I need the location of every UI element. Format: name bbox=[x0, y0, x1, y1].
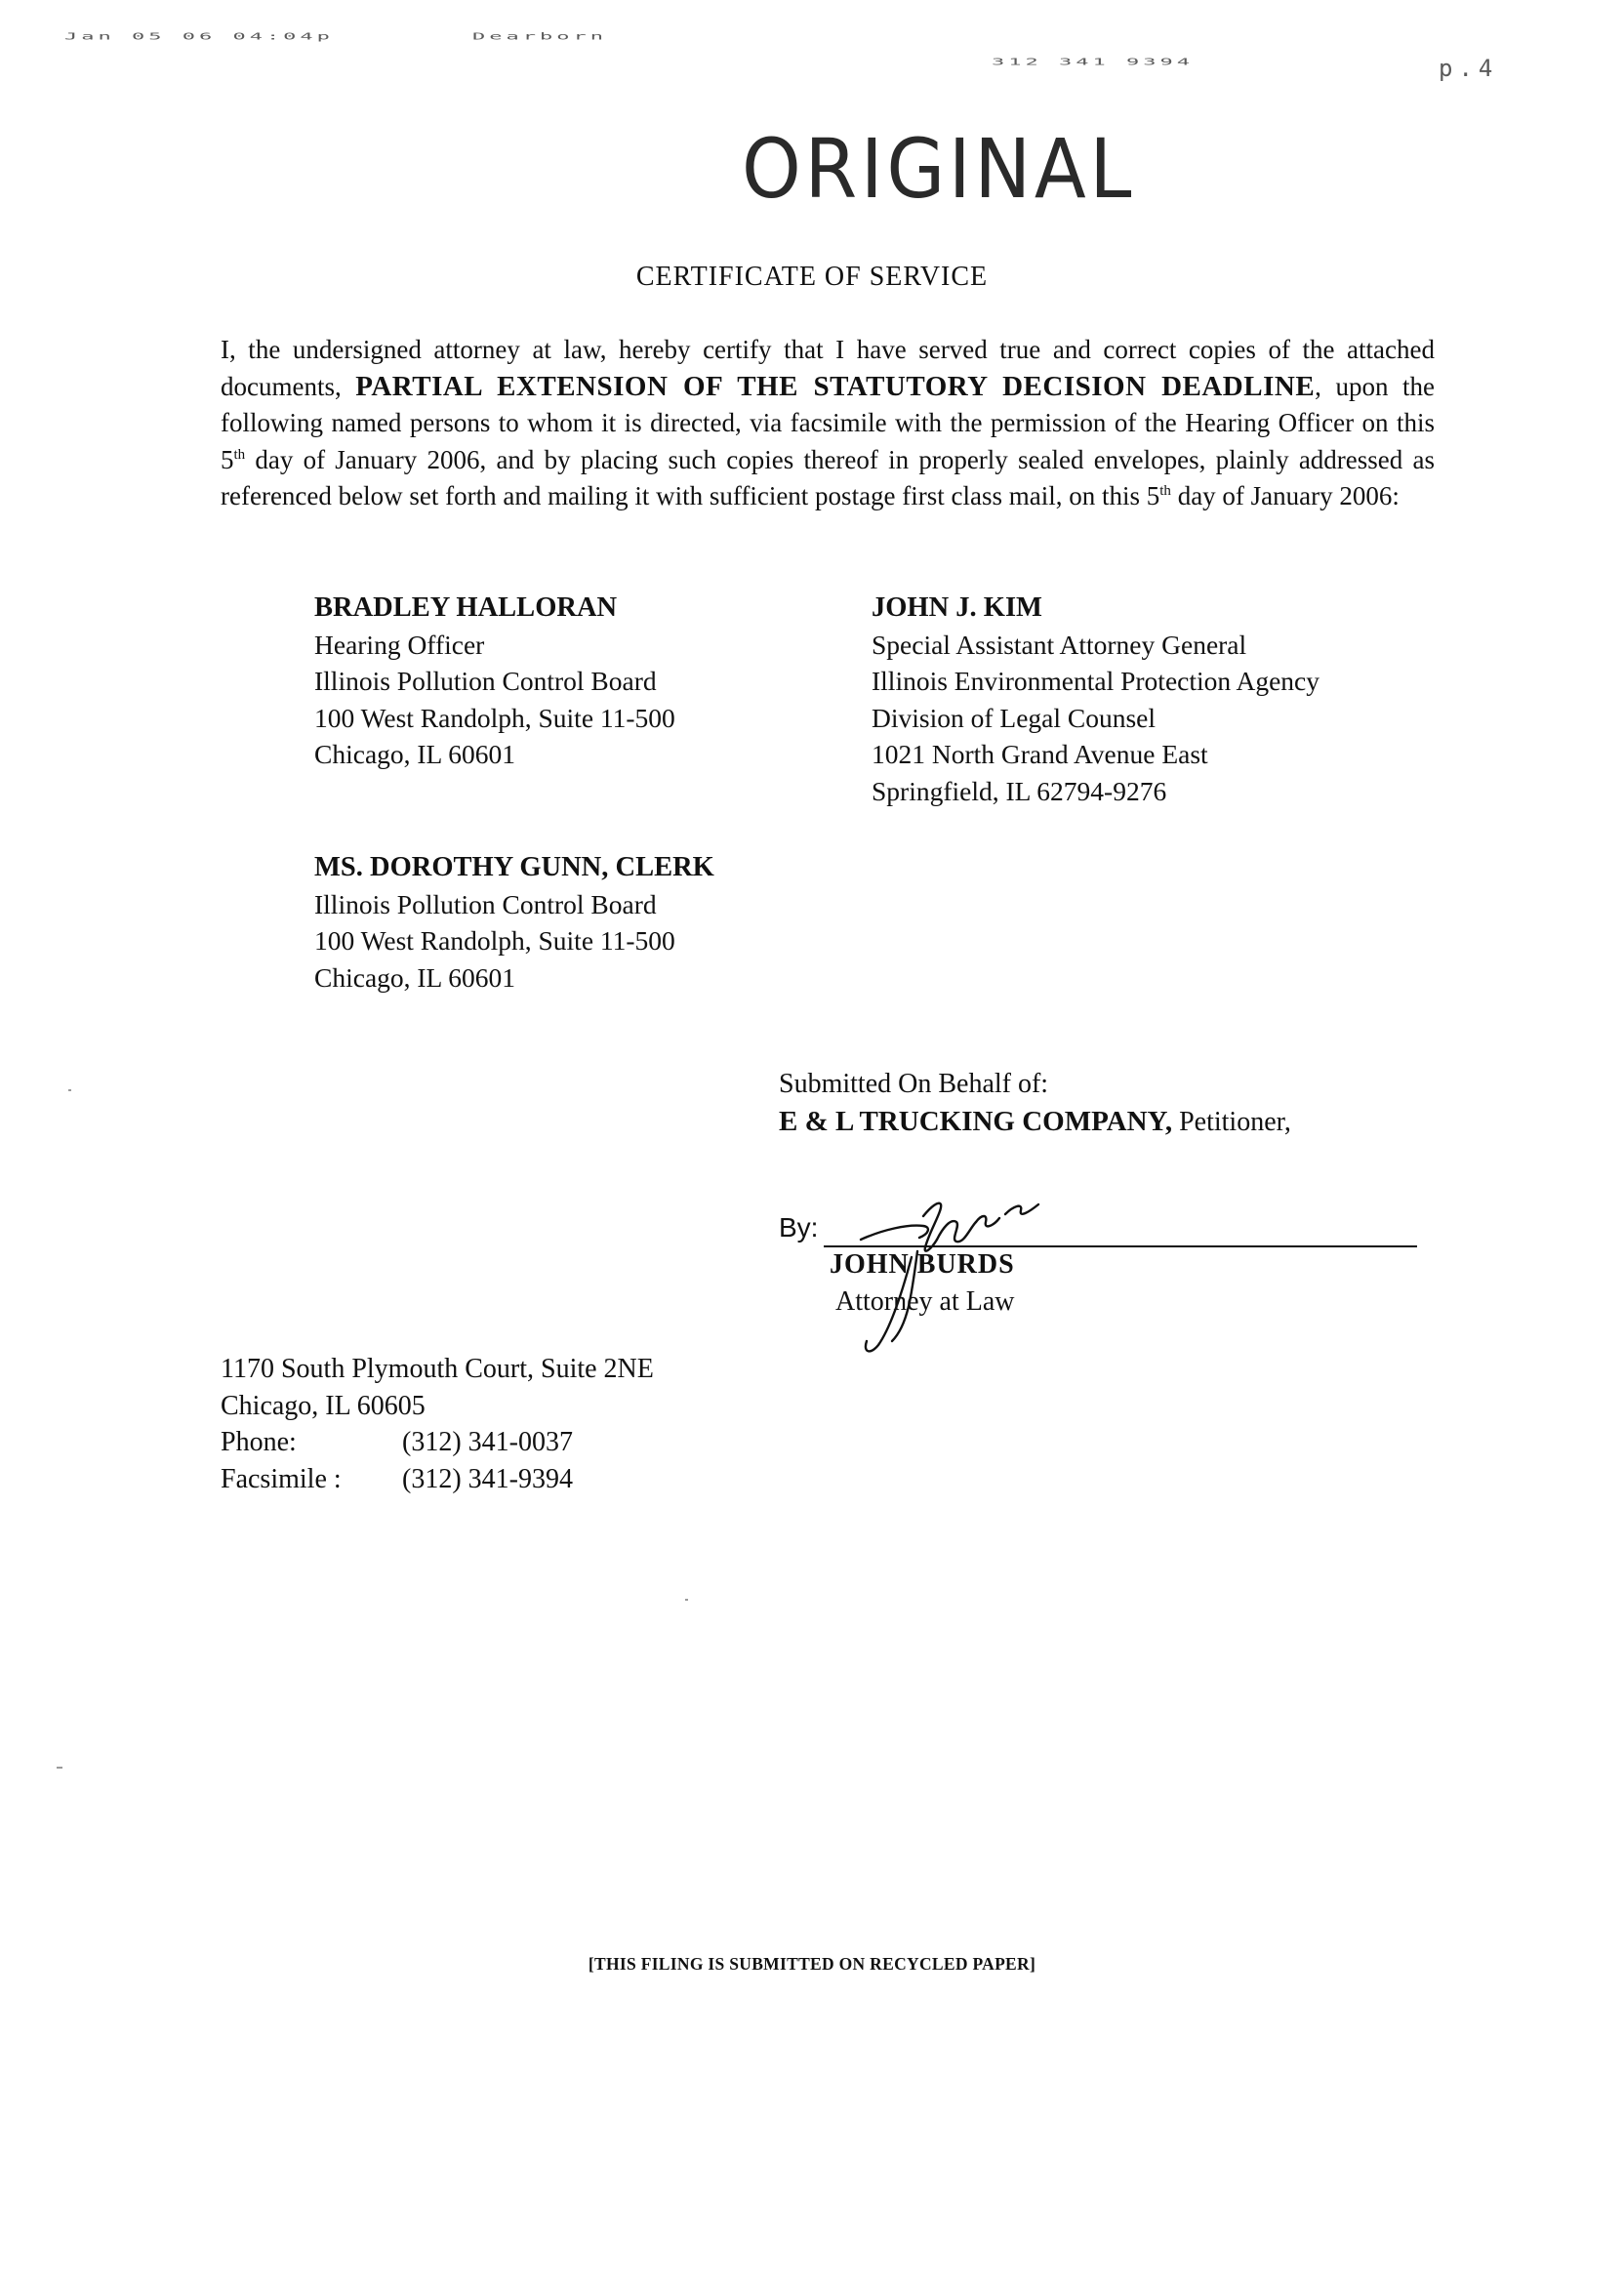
recipient-name: MS. DOROTHY GUNN, CLERK bbox=[314, 852, 714, 882]
certification-paragraph bbox=[221, 332, 1435, 515]
address-line: 1021 North Grand Avenue East bbox=[872, 739, 1208, 769]
fax-label: Facsimile : bbox=[221, 1463, 342, 1494]
address-line: Springfield, IL 62794-9276 bbox=[872, 775, 1167, 806]
document-name: PARTIAL EXTENSION OF THE STATUTORY DECISION DEADLINE bbox=[355, 370, 1316, 402]
address-line: 100 West Randolph, Suite 11-500 bbox=[314, 702, 675, 733]
petitioner-line bbox=[779, 1103, 1291, 1141]
address-line: Special Assistant Attorney General bbox=[872, 629, 1247, 660]
fax-location: Dearborn bbox=[472, 31, 607, 43]
petitioner-company: E & L TRUCKING COMPANY, bbox=[779, 1106, 1173, 1137]
contact-phone-row bbox=[221, 1424, 654, 1461]
address-line: Division of Legal Counsel bbox=[872, 702, 1157, 733]
scan-speck bbox=[68, 1089, 71, 1091]
phone-label: Phone: bbox=[221, 1427, 297, 1457]
scan-speck bbox=[685, 1599, 688, 1601]
phone-number: (312) 341-0037 bbox=[402, 1427, 573, 1457]
recipient-address-block bbox=[314, 849, 714, 996]
intro-text-3: day of January 2006, and by placing such copies thereof in properly sealed envelopes, plainly addressed as referenced below set forth and mailing it with sufficient postage first class mail, on this 5 bbox=[221, 444, 1435, 510]
signature-block bbox=[779, 1189, 1423, 1365]
address-line: Illinois Pollution Control Board bbox=[314, 666, 657, 696]
fax-sender-line: Jan 05 06 04:04p bbox=[64, 31, 334, 43]
by-label: By: bbox=[779, 1212, 819, 1243]
intro-text-1: I, the undersigned attorney at law, hereby certify that I have served true and correct copies of the attached documents, bbox=[221, 335, 1435, 401]
recycled-paper-footer: [THIS FILING IS SUBMITTED ON RECYCLED PAPER] bbox=[588, 1954, 1036, 1974]
fax-header bbox=[0, 18, 1624, 82]
intro-text-2: , upon the following named persons to whom it is directed, via facsimile with the permission of the Hearing Officer on this 5 bbox=[221, 371, 1436, 474]
ordinal-suffix: th bbox=[233, 446, 246, 463]
intro-text-4: day of January 2006: bbox=[1170, 481, 1400, 510]
recipient-name: JOHN J. KIM bbox=[872, 592, 1042, 623]
scan-speck bbox=[57, 1767, 62, 1769]
submitted-on-behalf bbox=[779, 1066, 1291, 1141]
recipient-name: BRADLEY HALLORAN bbox=[314, 592, 618, 623]
handwritten-signature bbox=[814, 1189, 1107, 1365]
address-line: Illinois Environmental Protection Agency bbox=[872, 666, 1320, 696]
document-title: CERTIFICATE OF SERVICE bbox=[635, 262, 989, 292]
recipient-address-block bbox=[872, 590, 1320, 809]
fax-number: 312 341 9394 bbox=[992, 57, 1194, 68]
address-line: Chicago, IL 60601 bbox=[314, 961, 515, 993]
petitioner-role: Petitioner, bbox=[1179, 1107, 1291, 1137]
address-line: Illinois Pollution Control Board bbox=[314, 888, 657, 919]
ordinal-suffix: th bbox=[1159, 483, 1171, 499]
contact-street: 1170 South Plymouth Court, Suite 2NE bbox=[221, 1354, 654, 1384]
address-line: Hearing Officer bbox=[314, 629, 485, 660]
address-line: 100 West Randolph, Suite 11-500 bbox=[314, 925, 675, 956]
submitted-label: Submitted On Behalf of: bbox=[779, 1069, 1049, 1099]
fax-page-number: p.4 bbox=[1439, 55, 1499, 82]
attorney-contact-block bbox=[221, 1351, 654, 1497]
recipient-address-block bbox=[314, 590, 675, 773]
signer-name: JOHN BURDS bbox=[830, 1249, 1015, 1280]
signer-title: Attorney at Law bbox=[835, 1286, 1015, 1317]
original-stamp: ORIGINAL bbox=[742, 121, 1136, 217]
fax-number-value: (312) 341-9394 bbox=[402, 1463, 573, 1494]
address-line: Chicago, IL 60601 bbox=[314, 739, 515, 769]
contact-city: Chicago, IL 60605 bbox=[221, 1390, 426, 1421]
contact-fax-row bbox=[221, 1461, 654, 1498]
